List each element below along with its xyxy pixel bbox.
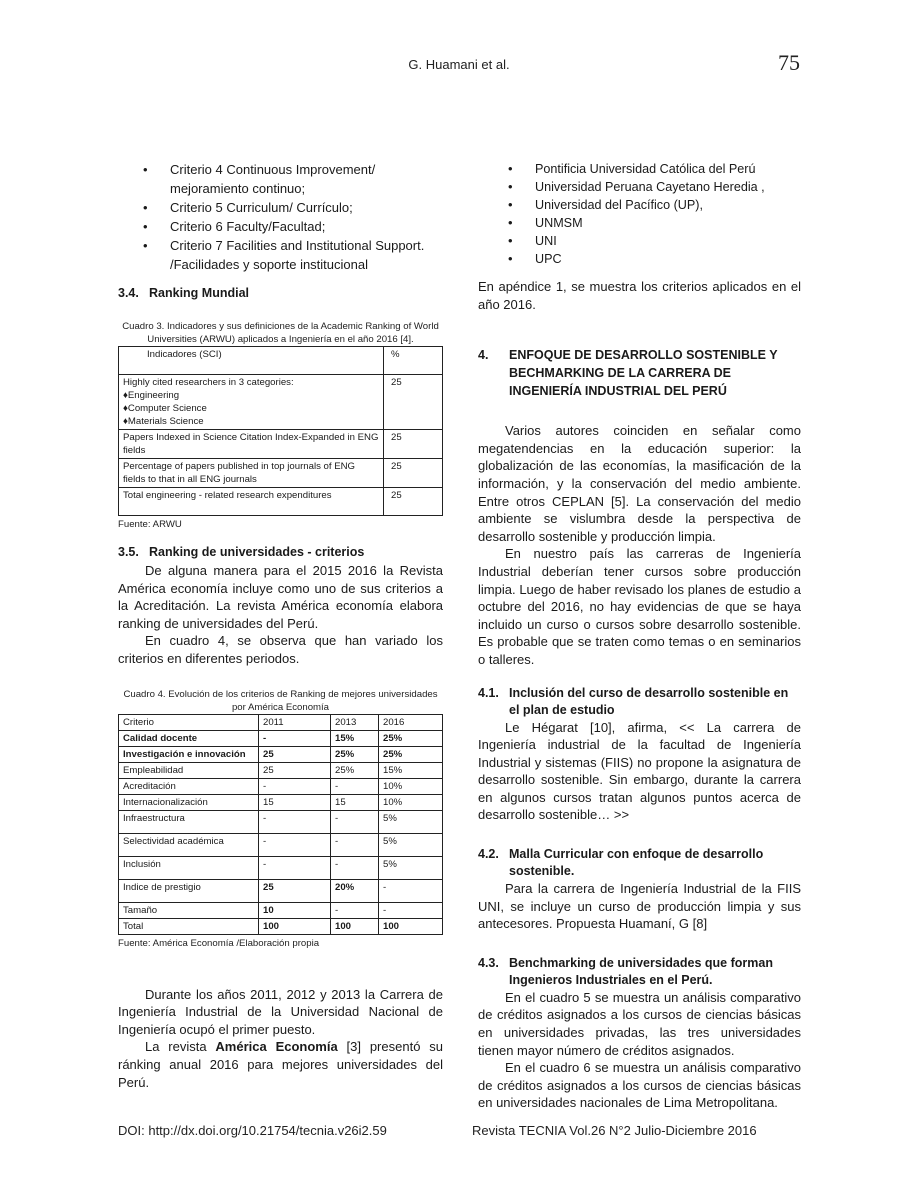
paragraph: En apéndice 1, se muestra los criterios aplicados en el año 2016. [478, 279, 801, 312]
header-cell: 2011 [259, 714, 331, 730]
cell-2016: 5% [379, 810, 443, 833]
table3-arwu-indicators [118, 346, 443, 516]
cell-2011: - [259, 856, 331, 879]
cell-2011: 100 [259, 918, 331, 934]
section-heading-4-2 [478, 846, 801, 880]
running-header-author: G. Huamani et al. [408, 57, 510, 72]
section-number: 4.2. [478, 847, 499, 862]
table-row [119, 794, 443, 810]
cell-2013: 25% [331, 746, 379, 762]
paragraph: Para la carrera de Ingeniería Industrial de la FIIS UNI, se incluye un curso de producción limpia y sus antecesores. Propuesta Huamaní, G [8] [478, 881, 801, 932]
cell-2016: 15% [379, 762, 443, 778]
cell-2011: 25 [259, 762, 331, 778]
cell-indicator: Papers Indexed in Science Citation Index-Expanded in ENG fields [119, 430, 384, 459]
cell-2016: 25% [379, 730, 443, 746]
paragraph: En el cuadro 6 se muestra un análisis comparativo de créditos asignados a los cursos de ciencias básicas en universidades nacionales de Lima Metropolitana. [478, 1060, 801, 1111]
cell-2013: - [331, 810, 379, 833]
paragraph: Varios autores coinciden en señalar como megatendencias en la educación superior: la globalización de las economías, la masificación de la información, y la conservación del medio ambiente. Entre otros CEPLAN [5]. La conservación del medio ambiente se vislumbra desde la perspectiva de desarrollo sostenible y producción limpia. [478, 423, 801, 544]
section-number: 3.4. [118, 286, 139, 300]
cell-percent: 25 [384, 430, 443, 459]
cell-2016: - [379, 879, 443, 902]
paragraph: En cuadro 4, se observa que han variado los criterios en diferentes periodos. [118, 633, 443, 666]
cell-2013: 100 [331, 918, 379, 934]
sub-item: ♦Computer Science [123, 403, 207, 414]
table4-caption: Cuadro 4. Evolución de los criterios de Ranking de mejores universidades por América Economía [123, 688, 438, 713]
cell-percent: 25 [384, 488, 443, 516]
cell-criterio: Infraestructura [119, 810, 259, 833]
table-row [119, 488, 443, 516]
paragraph: En el cuadro 5 se muestra un análisis comparativo de créditos asignados a los cursos de ciencias básicas en universidades privadas, las tres universidades tienen mayor número de créditos asignados. [478, 989, 801, 1058]
page-number: 75 [778, 50, 800, 75]
cell-criterio: Empleabilidad [119, 762, 259, 778]
paragraph-revista: La revista América Economía [3] presentó su ránking anual 2016 para mejores universidades del Perú. [118, 1039, 443, 1090]
table3-caption: Cuadro 3. Indicadores y sus definiciones de la Academic Ranking of World Universities (ARWU) aplicados a Ingeniería en el año 2016 [4]. [122, 321, 439, 345]
cell-2011: 10 [259, 902, 331, 918]
cell-criterio: Inclusión [119, 856, 259, 879]
list-item: • Criterio 6 Faculty/Facultad; [118, 217, 443, 236]
cell-2013: - [331, 833, 379, 856]
section-title: Ranking de universidades - criterios [149, 545, 365, 559]
cell-2011: - [259, 778, 331, 794]
cell-2013: 20% [331, 879, 379, 902]
cell-2016: 25% [379, 746, 443, 762]
cell-criterio: Investigación e innovación [119, 746, 259, 762]
section-title: Malla Curricular con enfoque de desarrollo sostenible. [509, 847, 764, 879]
section-title: Ranking Mundial [149, 286, 249, 300]
cell-2016: 5% [379, 856, 443, 879]
footer-journal: Revista TECNIA Vol.26 N°2 Julio-Diciembre 2016 [472, 1123, 757, 1138]
header-cell: 2013 [331, 714, 379, 730]
table-row [119, 375, 443, 430]
cell-2013: 25% [331, 762, 379, 778]
section-title: Inclusión del curso de desarrollo sostenible en el plan de estudio [509, 685, 789, 717]
table-row [119, 810, 443, 833]
cell-criterio: Calidad docente [119, 730, 259, 746]
cell-2016: 5% [379, 833, 443, 856]
section-heading-4 [478, 346, 801, 400]
footer-doi: DOI: http://dx.doi.org/10.21754/tecnia.v26i2.59 [118, 1123, 387, 1138]
cell-2011: 25 [259, 879, 331, 902]
table-row-total [119, 918, 443, 934]
table-row [119, 833, 443, 856]
paragraph: De alguna manera para el 2015 2016 la Revista América economía incluye como uno de sus criterios a la Acreditación. La revista América economía elabora ranking de universidades del Perú. [118, 563, 443, 631]
section-number: 4.3. [478, 955, 499, 970]
table-row [119, 902, 443, 918]
section-title: Benchmarking de universidades que forman Ingenieros Industriales en el Perú. [509, 955, 773, 987]
section-heading-3-5 [118, 543, 443, 562]
header-cell-percent: % [384, 347, 443, 375]
paragraph: Le Hégarat [10], afirma, << La carrera de Ingeniería industrial de la facultad de Ingeniería Industrial y sistemas (FIIS) no propone la asignatura de desarrollo sostenible. Sin embargo, durante la carrera en algunos cursos tratan algunos puntos acerca de desarrollo sostenible… >> [478, 719, 801, 823]
header-cell: 2016 [379, 714, 443, 730]
table3-source: Fuente: ARWU [118, 519, 182, 530]
table-header-row [119, 347, 443, 375]
list-item: • Criterio 4 Continuous Improvement/ mejoramiento continuo; [118, 160, 443, 198]
sub-item: ♦Materials Science [123, 416, 204, 427]
table-row [119, 778, 443, 794]
cell-2013: - [331, 778, 379, 794]
cell-indicator: Percentage of papers published in top journals of ENG fields to that in all ENG journals [119, 459, 384, 488]
cell-criterio: Internacionalización [119, 794, 259, 810]
section-number: 3.5. [118, 545, 139, 559]
cell-2013: - [331, 856, 379, 879]
cell-2011: 15 [259, 794, 331, 810]
list-item: • Universidad del Pacífico (UP), [478, 196, 801, 214]
cell-2013: 15% [331, 730, 379, 746]
cell-2011: - [259, 730, 331, 746]
cell-criterio: Tamaño [119, 902, 259, 918]
list-item: • Pontificia Universidad Católica del Perú [478, 160, 801, 178]
cell-2011: - [259, 810, 331, 833]
header-cell-indicator: Indicadores (SCI) [119, 347, 384, 375]
cell-criterio: Selectividad académica [119, 833, 259, 856]
table-row [119, 730, 443, 746]
section-number: 4.1. [478, 685, 499, 700]
cell-2016: - [379, 902, 443, 918]
table4-ranking-criteria [118, 714, 443, 935]
universities-list [478, 160, 801, 268]
cell-percent: 25 [384, 459, 443, 488]
section-heading-3-4 [118, 284, 443, 303]
cell-percent: 25 [384, 375, 443, 430]
section-heading-4-3 [478, 955, 801, 989]
header-cell: Criterio [119, 714, 259, 730]
cell-2011: 25 [259, 746, 331, 762]
table-header-row [119, 714, 443, 730]
cell-indicator: Highly cited researchers in 3 categories: ♦Engineering ♦Computer Science ♦Materials Science [119, 375, 384, 430]
table4-source: Fuente: América Economía /Elaboración propia [118, 937, 320, 949]
cell-indicator: Total engineering - related research expenditures [119, 488, 384, 516]
cell-criterio: Acreditación [119, 778, 259, 794]
list-item: • Universidad Peruana Cayetano Heredia , [478, 178, 801, 196]
list-item: • Criterio 7 Facilities and Institutional Support. /Facilidades y soporte institucional [118, 236, 443, 274]
sub-item: ♦Engineering [123, 390, 180, 401]
section-title: ENFOQUE DE DESARROLLO SOSTENIBLE Y BECHMARKING DE LA CARRERA DE INGENIERÍA INDUSTRIAL DEL PERÚ [509, 348, 778, 399]
list-item: • Criterio 5 Curriculum/ Currículo; [118, 198, 443, 217]
list-item: • UPC [478, 250, 801, 268]
cell-2011: - [259, 833, 331, 856]
cell-2016: 10% [379, 778, 443, 794]
right-column [478, 160, 801, 1112]
cell-2016: 10% [379, 794, 443, 810]
table-row [119, 459, 443, 488]
paragraph: En nuestro país las carreras de Ingeniería Industrial deberían tener cursos sobre producción limpia. Luego de haber revisado los planes de estudio a octubre del 2016, no hay evidencias de que se haya incluido un curso o cursos sobre desarrollo sostenible. Es probable que se traten como temas o en seminarios o talleres. [478, 546, 801, 667]
cell-2016: 100 [379, 918, 443, 934]
section-heading-4-1 [478, 685, 801, 719]
section-number: 4. [478, 348, 489, 363]
journal-name: América Economía [215, 1039, 338, 1055]
left-column [118, 160, 443, 1091]
table-row [119, 856, 443, 879]
list-item: • UNMSM [478, 214, 801, 232]
cell-criterio: Total [119, 918, 259, 934]
cell-2013: 15 [331, 794, 379, 810]
list-item: • UNI [478, 232, 801, 250]
criteria-list [118, 160, 443, 274]
table-row [119, 762, 443, 778]
paragraph: Durante los años 2011, 2012 y 2013 la Carrera de Ingeniería Industrial de la Universidad Nacional de Ingeniería ocupó el primer puesto. [118, 986, 443, 1037]
table-row [119, 430, 443, 459]
cell-criterio: Indice de prestigio [119, 879, 259, 902]
cell-2013: - [331, 902, 379, 918]
table-row [119, 746, 443, 762]
table-row [119, 879, 443, 902]
